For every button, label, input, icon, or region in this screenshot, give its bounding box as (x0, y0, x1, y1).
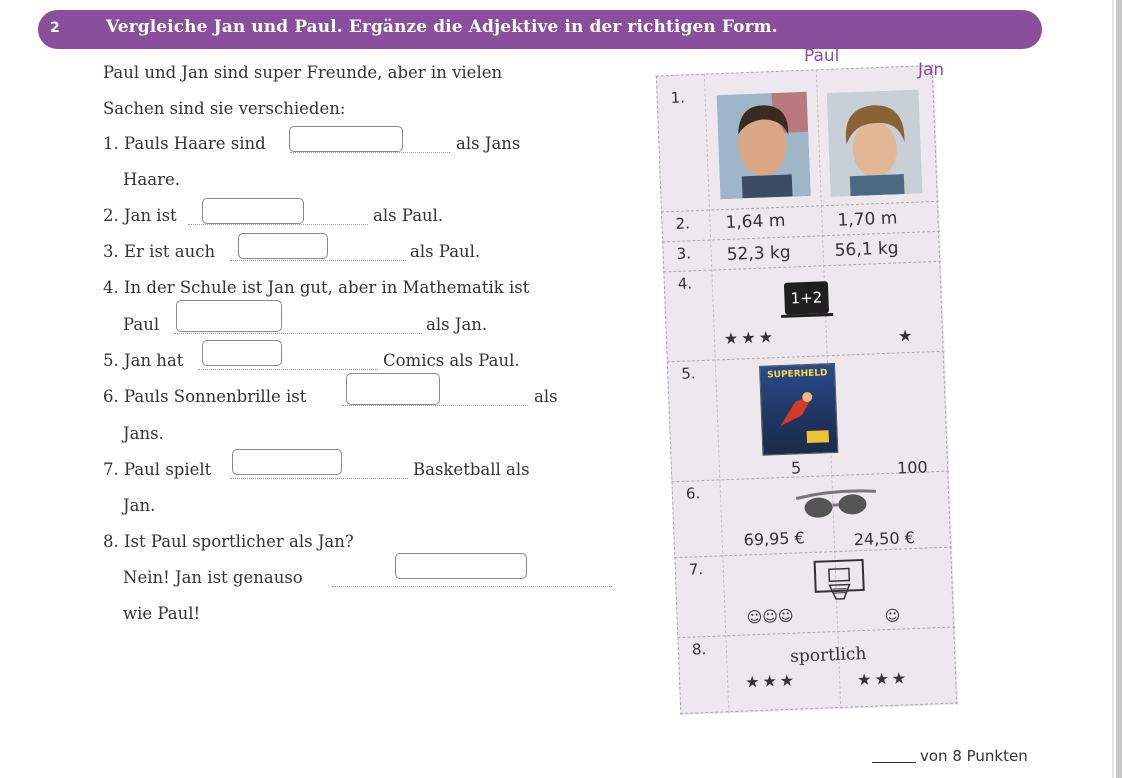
math-text: 1+2 (790, 288, 823, 308)
panel-border-left (656, 76, 682, 716)
item-3-text: 3. Er ist auch (103, 242, 216, 261)
answer-line-1 (290, 152, 450, 153)
comic-cover (759, 363, 838, 456)
item-6-text: 6. Pauls Sonnenbrille ist (103, 387, 307, 406)
answer-line-4 (174, 333, 422, 334)
item-6-text-b: als (534, 387, 558, 406)
answer-box-4[interactable] (176, 300, 282, 332)
height-jan: 1,70 m (837, 208, 898, 231)
math-board (784, 281, 829, 315)
intro-line-2: Sachen sind sie verschieden: (103, 99, 346, 118)
sunglasses-icon (790, 485, 883, 523)
item-1-text-c: Haare. (123, 170, 180, 189)
item-2-text: 2. Jan ist (103, 206, 177, 225)
sportlich-label: sportlich (789, 643, 867, 667)
basketball-hoop-icon (811, 558, 869, 604)
comparison-panel (656, 65, 958, 715)
item-4-text-c: als Jan. (426, 315, 488, 334)
comics-paul: 5 (790, 458, 802, 478)
weight-paul: 52,3 kg (726, 242, 792, 265)
row-number-1: 1. (670, 88, 686, 108)
paul-photo (717, 92, 811, 199)
column-header-paul: Paul (804, 46, 840, 66)
item-5-text: 5. Jan hat (103, 351, 184, 370)
answer-line-3 (230, 260, 406, 261)
smileys-paul: ☺☺☺ (746, 606, 794, 627)
stars-jan-sport: ★★★ (856, 668, 910, 690)
answer-line-6 (342, 405, 528, 406)
smileys-jan: ☺ (884, 606, 901, 626)
height-paul: 1,64 m (725, 210, 786, 233)
exercise-number: 2 (50, 20, 60, 36)
item-3-text-b: als Paul. (410, 242, 481, 261)
panel-border-bottom (680, 702, 958, 714)
exercise-title: Vergleiche Jan und Paul. Ergänze die Adjektive in der richtigen Form. (106, 17, 778, 37)
item-1-text-b: als Jans (456, 134, 521, 153)
item-7-text-b: Basketball als (413, 460, 530, 479)
row-number-7: 7. (688, 560, 704, 579)
item-1-text: 1. Pauls Haare sind (103, 134, 266, 153)
row-sep-3 (663, 261, 941, 273)
panel-border-right (932, 65, 958, 705)
intro-line-1: Paul und Jan sind super Freunde, aber in vielen (103, 63, 503, 82)
item-7-text-c: Jan. (123, 496, 156, 515)
item-2-text-b: als Paul. (373, 206, 444, 225)
item-7-text: 7. Paul spielt (103, 460, 212, 479)
row-number-6: 6. (685, 484, 701, 503)
answer-box-2[interactable] (202, 198, 304, 224)
stars-paul-sport: ★★★ (744, 670, 798, 692)
answer-box-8[interactable] (395, 553, 527, 579)
row-number-8: 8. (691, 640, 707, 659)
item-8-text-c: wie Paul! (123, 604, 201, 623)
row-number-4: 4. (677, 274, 693, 293)
answer-line-5 (198, 369, 378, 370)
answer-line-7 (230, 478, 408, 479)
jan-photo (827, 89, 923, 196)
row-number-3: 3. (676, 244, 692, 263)
price-paul: 69,95 € (743, 528, 806, 550)
score-label: von 8 Punkten (920, 747, 1028, 765)
answer-box-7[interactable] (232, 449, 342, 475)
panel-border-top (656, 65, 934, 77)
item-8-text-b: Nein! Jan ist genauso (123, 568, 303, 587)
weight-jan: 56,1 kg (834, 238, 899, 261)
comic-title: SUPERHELD (767, 368, 828, 381)
answer-line-8 (332, 586, 612, 587)
item-6-text-c: Jans. (123, 424, 164, 443)
column-header-jan: Jan (918, 60, 945, 80)
scrollbar[interactable] (1116, 0, 1122, 778)
row-number-2: 2. (675, 214, 691, 233)
scrollbar-track (1112, 0, 1114, 778)
item-4-text-b: Paul (123, 315, 160, 334)
superhero-icon (760, 364, 837, 455)
item-8-text: 8. Ist Paul sportlicher als Jan? (103, 532, 354, 551)
price-jan: 24,50 € (853, 527, 916, 550)
row-sep-6 (674, 547, 952, 559)
answer-line-2 (188, 224, 368, 225)
answer-box-6[interactable] (346, 373, 440, 405)
item-4-text: 4. In der Schule ist Jan gut, aber in Mathematik ist (103, 278, 530, 297)
comics-jan: 100 (896, 457, 928, 478)
stars-jan-math: ★ (897, 325, 913, 346)
row-sep-7 (677, 626, 955, 638)
item-5-text-b: Comics als Paul. (383, 351, 520, 370)
answer-box-1[interactable] (289, 126, 403, 152)
row-number-5: 5. (680, 364, 696, 383)
answer-box-3[interactable] (238, 233, 328, 259)
row-sep-1 (661, 201, 939, 213)
score-input-line[interactable] (872, 762, 916, 763)
row-sep-2 (662, 231, 940, 243)
stars-paul-math: ★★★ (723, 327, 777, 349)
answer-box-5[interactable] (202, 340, 282, 366)
row-sep-4 (667, 351, 945, 363)
